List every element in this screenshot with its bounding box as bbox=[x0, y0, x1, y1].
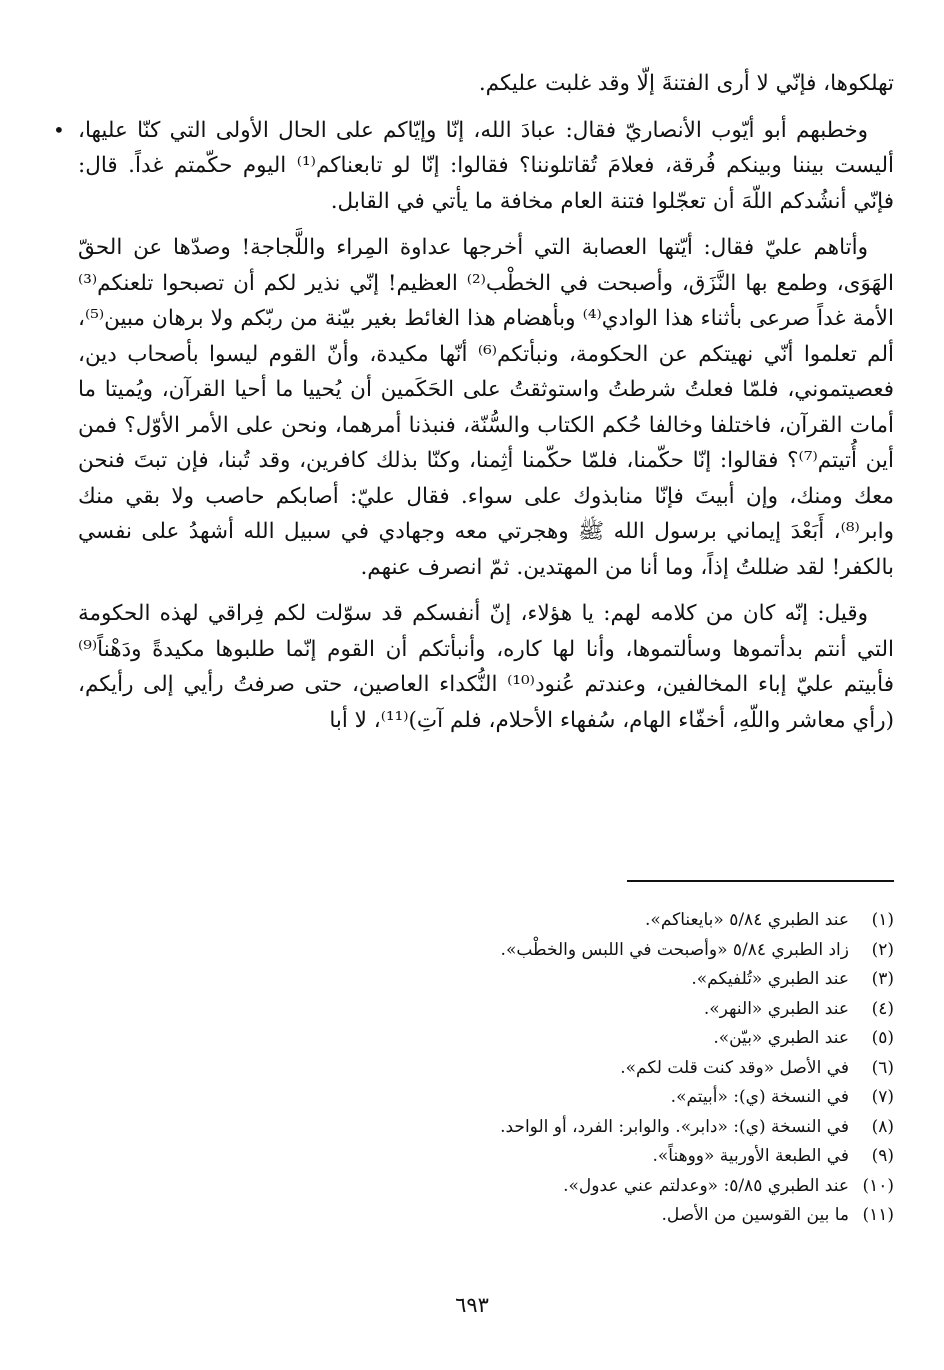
margin-mark: • bbox=[53, 118, 65, 142]
footnote-text: في الطبعة الأوربية «ووهناً». bbox=[652, 1146, 849, 1166]
footnote-text: في النسخة (ي): «دابر». والوابر: الفرد، أو الواحد. bbox=[500, 1116, 849, 1137]
paragraph: وخطبهم أبو أيّوب الأنصاريّ فقال: عبادَ الله، إنّا وإيّاكم على الحال الأولى التي كنّا عليها، أليست بيننا وبينكم فُرقة، فعلامَ تُقاتلوننا؟ فقالوا: إنّا لو تابعناكم⁽¹⁾ اليوم حكّمتم غداً. قال: فإنّي أنشُدكم اللّهَ أن تعجّلوا فتنة العام مخافة ما يأتي في القابل. bbox=[78, 117, 895, 214]
footnote-number: (٨) bbox=[871, 1116, 894, 1137]
paragraph: تهلكوها، فإنّي لا أرى الفتنةَ إلّا وقد غلبت عليكم. bbox=[478, 71, 894, 96]
footnote bbox=[140, 1142, 894, 1172]
footnote bbox=[140, 1083, 894, 1113]
footnote-number: (١١) bbox=[862, 1205, 894, 1225]
footnote bbox=[140, 1113, 894, 1143]
footnote bbox=[140, 995, 894, 1025]
footnote-number: (٤) bbox=[871, 998, 894, 1019]
footnote-text: ما بين القوسين من الأصل. bbox=[661, 1205, 849, 1225]
footnote-text: زاد الطبري ٥/٨٤ «وأصبحت في اللبس والخطْب». bbox=[500, 939, 849, 960]
footnote-divider bbox=[627, 880, 894, 882]
footnotes bbox=[140, 906, 894, 1231]
footnote-number: (٩) bbox=[871, 1146, 894, 1166]
footnote-text: عند الطبري ٥/٨٥: «وعدلتم عني عدول». bbox=[563, 1175, 849, 1196]
footnote-text: عند الطبري ٥/٨٤ «بايعناكم». bbox=[645, 910, 849, 930]
paragraph: وأتاهم عليّ فقال: أيّتها العصابة التي أخرجها عداوة المِراء واللَّجاجة! وصدّها عن الحقّ الهَوَى، وطمع بها النَّزَق، وأصبحت في الخطْب⁽²⁾ العظيم! إنّي نذير لكم أن تصبحوا تلعنكم⁽³⁾ الأمة غداً صرعى بأثناء هذا الوادي⁽⁴⁾ وبأهضام هذا الغائط بغير بيّنة من ربّكم ولا برهان مبين⁽⁵⁾، ألم تعلموا أنّي نهيتكم عن الحكومة، ونبأتكم⁽⁶⁾ أنّها مكيدة، وأنّ القوم ليسوا بأصحاب دين، فعصيتموني، فلمّا فعلتُ شرطتُ واستوثقتُ على الحَكَمين أن يُحييا ما أحيا القرآن، ويُميتا ما أمات القرآن، فاختلفا وخالفا حُكم الكتاب والسُّنّة، فنبذنا أمرهما، ونحن على الأمر الأوّل؟ فمن أين أُتيتم⁽⁷⁾؟ فقالوا: إنّا حكّمنا، فلمّا حكّمنا أثِمنا، وكنّا بذلك كافرين، وقد تُبنا، فإن تبتَ فنحن معك ومنك، وإن أبيتَ فإنّا منابذوك على سواء. فقال عليّ: أصابكم حاصب ولا بقي منك وابر⁽⁸⁾، أَبَعْدَ إيماني برسول الله ﷺ وهجرتي معه وجهادي في سبيل الله أشهدُ على نفسي بالكفر! لقد ضللتُ إذاً، وما أنا من المهتدين. ثمّ انصرف عنهم. bbox=[78, 235, 895, 580]
footnote-text: عند الطبري «بيّن». bbox=[713, 1028, 849, 1048]
paragraph: وقيل: إنّه كان من كلامه لهم: يا هؤلاء، إنّ أنفسكم قد سوّلت لكم فِراقي لهذه الحكومة التي أنتم بدأتموها وسألتموها، وأنا لها كاره، وأنبأتكم أن القوم إنّما طلبوها مكيدةً ودَهْناً⁽⁹⁾ فأبيتم عليّ إباء المخالفين، وعندتم عُنود⁽¹⁰⁾ النُّكداء العاصين، حتى صرفتُ رأيي إلى رأيكم، (رأي معاشر واللّهِ، أخفّاء الهام، سُفهاء الأحلام، فلم آتِ)⁽¹¹⁾، لا أبا bbox=[78, 601, 894, 733]
footnote-text: عند الطبري «تُلفيكم». bbox=[691, 969, 849, 989]
footnote bbox=[140, 1024, 894, 1054]
footnote-number: (٣) bbox=[871, 969, 894, 989]
footnote-number: (٢) bbox=[871, 939, 894, 960]
footnote-number: (٥) bbox=[871, 1028, 894, 1048]
footnote-text: في النسخة (ي): «أبيتم». bbox=[670, 1087, 849, 1107]
footnote bbox=[140, 1172, 894, 1202]
footnote bbox=[140, 965, 894, 995]
footnote bbox=[140, 1201, 894, 1231]
main-text bbox=[78, 66, 894, 749]
footnote bbox=[140, 936, 894, 966]
footnote-number: (٧) bbox=[871, 1087, 894, 1107]
footnote-number: (٦) bbox=[871, 1057, 894, 1078]
footnote bbox=[140, 906, 894, 936]
page-number: ٦٩٣ bbox=[455, 1293, 489, 1317]
footnote-text: في الأصل «وقد كنت قلت لكم». bbox=[620, 1057, 849, 1078]
footnote-text: عند الطبري «النهر». bbox=[703, 998, 849, 1019]
footnote bbox=[140, 1054, 894, 1084]
footnote-number: (١٠) bbox=[862, 1175, 894, 1196]
footnote-number: (١) bbox=[871, 910, 894, 930]
